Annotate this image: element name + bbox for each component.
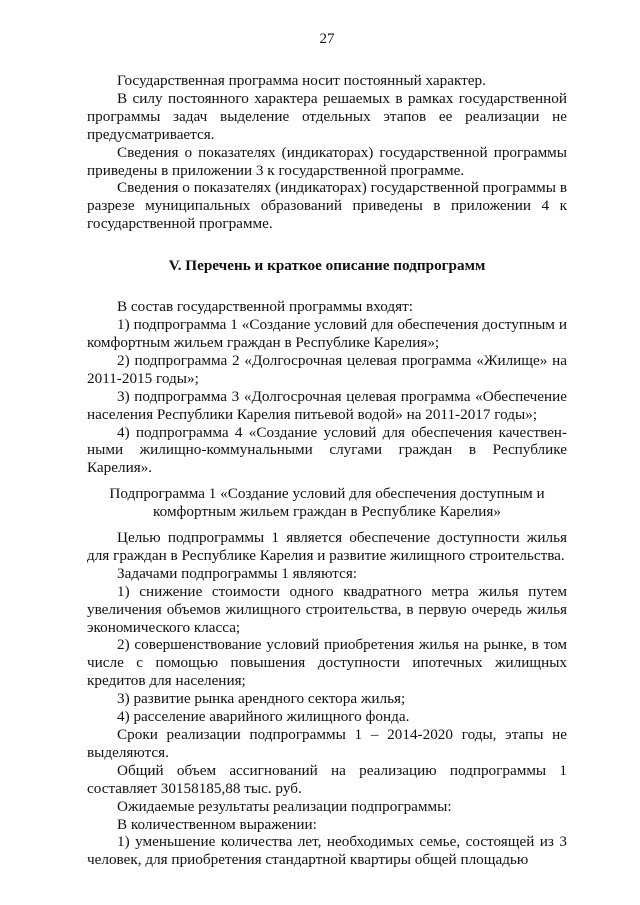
list-item: 2) подпрограмма 2 «Долгосрочная целевая программа «Жилище» на 2011-2015 годы»; — [87, 351, 567, 387]
paragraph: Сведения о показателях (индикаторах) государственной программы в разрезе муниципальных образований приведены в приложении 4 к государственной программе. — [87, 179, 567, 233]
list-item: 3) подпрограмма 3 «Долгосрочная целевая программа «Обеспечение населения Республики Карелия питьевой водой» на 2011-2017 годы»; — [87, 387, 567, 423]
paragraph: Государственная программа носит постоянный характер. — [117, 72, 486, 89]
list-item: 4) подпрограмма 4 «Создание условий для обеспечения качествен-ными жилищно-коммунальными слугами граждан в Республике Карелия». — [87, 423, 567, 477]
subprogram-heading-line: комфортным жильем граждан в Республике Карелия» — [153, 503, 501, 521]
paragraph: В количественном выражении: — [117, 815, 317, 833]
list-item: 3) развитие рынка арендного сектора жилья; — [117, 690, 406, 708]
paragraph: Сведения о показателях (индикаторах) государственной программы приведены в приложении 3 к государственной программе. — [87, 143, 567, 179]
paragraph: В состав государственной программы входят: — [117, 298, 413, 316]
list-item: 1) подпрограмма 1 «Создание условий для обеспечения доступным и комфортным жильем граждан в Республике Карелия»; — [87, 316, 567, 351]
page-number: 27 — [319, 31, 335, 47]
section-heading: V. Перечень и краткое описание подпрограмм — [168, 257, 486, 275]
paragraph: Задачами подпрограммы 1 являются: — [117, 564, 358, 582]
list-item: 1) уменьшение количества лет, необходимых семье, состоящей из 3 человек, для приобретения стандартной квартиры общей площадью — [87, 833, 567, 869]
subprogram-heading-line: Подпрограмма 1 «Создание условий для обеспечения доступным и — [109, 485, 545, 503]
list-item: 2) совершенствование условий приобретения жилья на рынке, в том числе с помощью повышения доступности ипотечных жилищных кредитов для населения; — [87, 636, 567, 690]
paragraph: Общий объем ассигнований на реализацию подпрограммы 1 составляет 30158185,88 тыс. руб. — [87, 761, 567, 797]
paragraph: Ожидаемые результаты реализации подпрограммы: — [117, 797, 452, 815]
paragraph: Сроки реализации подпрограммы 1 – 2014-2020 годы, этапы не выделяются. — [87, 726, 567, 761]
paragraph: Целью подпрограммы 1 является обеспечение доступности жилья для граждан в Республике Карелия и развитие жилищного строительства. — [87, 529, 567, 564]
list-item: 4) расселение аварийного жилищного фонда. — [117, 708, 410, 726]
document-page — [87, 30, 567, 869]
list-item: 1) снижение стоимости одного квадратного метра жилья путем увеличения объемов жилищного строительства, в первую очередь жилья экономического класса; — [87, 582, 567, 636]
subprogram-heading — [87, 485, 567, 521]
paragraph: В силу постоянного характера решаемых в рамках государственной программы задач выделение отдельных этапов ее реализации не предусматривается. — [87, 89, 567, 143]
